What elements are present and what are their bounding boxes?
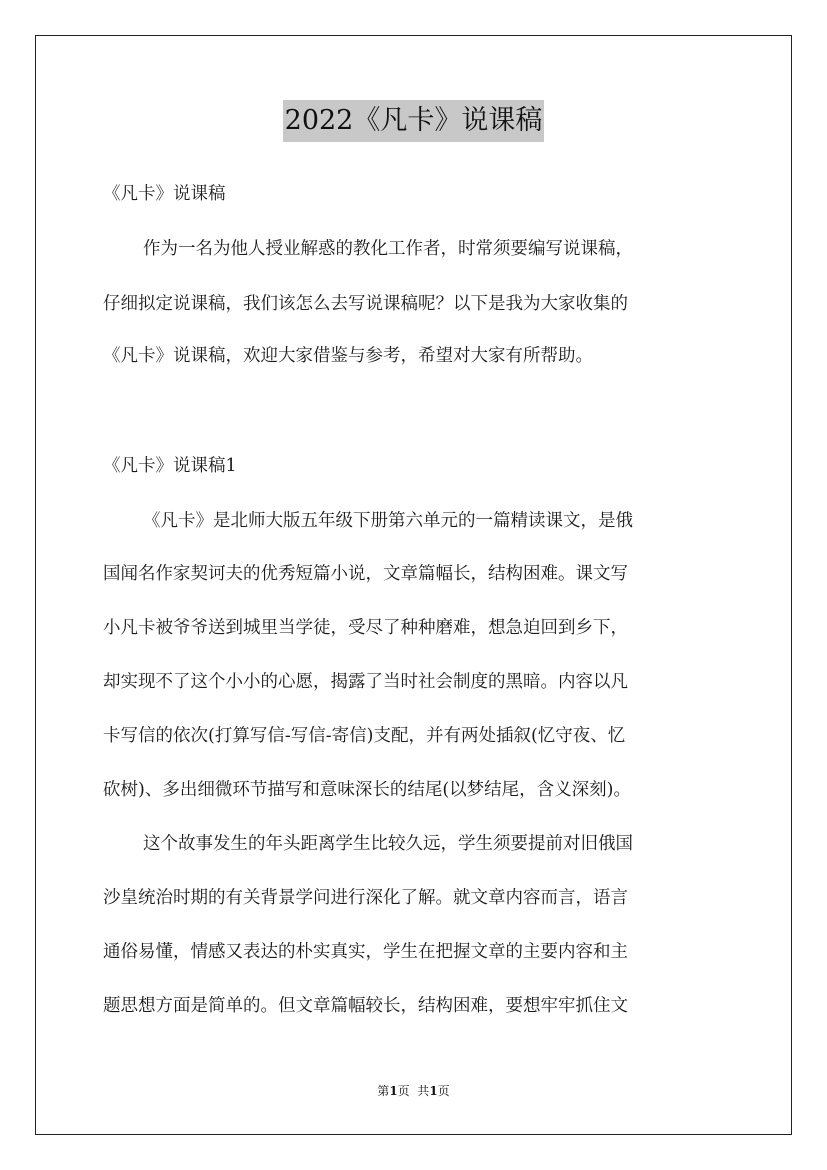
footer-total-pages: 1 <box>429 1084 438 1098</box>
para2-line-4: 题思想方面是简单的。但文章篇幅较长，结构困难，要想牢牢抓住文 <box>103 996 628 1016</box>
document-title: 2022《凡卡》说课稿 <box>283 100 545 142</box>
footer-suffix: 页 <box>437 1084 450 1098</box>
para1-line-4: 却实现不了这个小小的心愿，揭露了当时社会制度的黑暗。内容以凡 <box>103 672 628 692</box>
para1-line-6: 砍树)、多出细微环节描写和意味深长的结尾(以梦结尾，含义深刻)。 <box>103 780 631 800</box>
intro-line-2: 仔细拟定说课稿，我们该怎么去写说课稿呢？以下是我为大家收集的 <box>103 294 628 314</box>
para2-line-3: 通俗易懂，情感又表达的朴实真实，学生在把握文章的主要内容和主 <box>103 942 628 962</box>
para2-line-2: 沙皇统治时期的有关背景学问进行深化了解。就文章内容而言，语言 <box>103 888 628 908</box>
section-heading: 《凡卡》说课稿1 <box>103 456 237 476</box>
page-footer <box>0 1083 827 1099</box>
para1-line-1: 《凡卡》是北师大版五年级下册第六单元的一篇精读课文，是俄 <box>143 511 633 531</box>
document-subtitle: 《凡卡》说课稿 <box>103 184 226 204</box>
footer-mid: 页 共 <box>397 1084 430 1098</box>
para1-line-3: 小凡卡被爷爷送到城里当学徒，受尽了种种磨难，想急迫回到乡下， <box>103 618 628 638</box>
footer-page-number: 1 <box>389 1084 398 1098</box>
para2-line-1: 这个故事发生的年头距离学生比较久远，学生须要提前对旧俄国 <box>143 834 633 854</box>
intro-line-3: 《凡卡》说课稿，欢迎大家借鉴与参考，希望对大家有所帮助。 <box>103 346 593 366</box>
para1-line-5: 卡写信的依次(打算写信-写信-寄信)支配，并有两处插叙(忆守夜、忆 <box>103 726 626 746</box>
title-container <box>0 100 827 142</box>
footer-prefix: 第 <box>377 1084 390 1098</box>
para1-line-2: 国闻名作家契诃夫的优秀短篇小说，文章篇幅长，结构困难。课文写 <box>103 564 628 584</box>
intro-line-1: 作为一名为他人授业解惑的教化工作者，时常须要编写说课稿， <box>143 239 633 259</box>
